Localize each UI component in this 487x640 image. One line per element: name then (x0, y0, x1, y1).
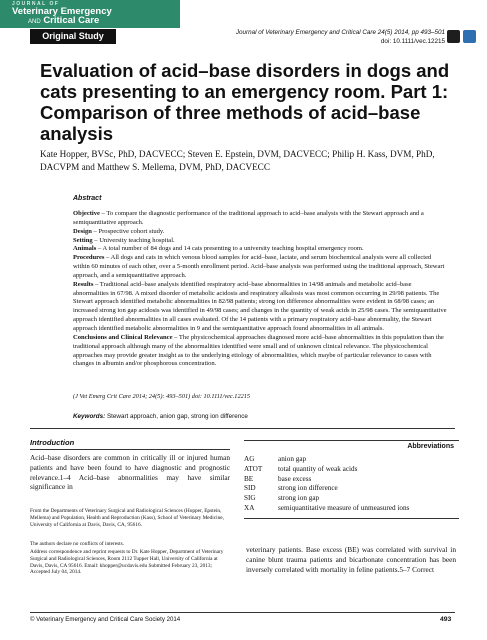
article-title: Evaluation of acid–base disorders in dogs and cats presenting to an emergency room. Part 1: Comparison of three methods of acid–base analysis (40, 60, 450, 144)
journal-logo-and: AND (28, 19, 41, 25)
intro-heading: Introduction (30, 438, 75, 447)
setting-label: Setting (73, 236, 93, 244)
abbreviation-key: SID (244, 484, 256, 493)
abbreviation-key: AG (244, 455, 255, 463)
conclusions-text: – The physicochemical approaches diagnosed more acid–base abnormalities in this population than the traditional approach although many of the abnormalities identified were small and of unknown clinical relevance. The physicochemical approaches may provide greater insight as to the underlying etiology of abnormalities, which maybe of particular relevance to cases with changes in albumin and/or phosphorous concentration. (73, 333, 444, 368)
setting-text: – University teaching hospital. (92, 236, 175, 244)
abbreviation-row (244, 475, 459, 485)
journal-logo-line1: JOURNAL OF (12, 1, 60, 7)
society-logo-icon (447, 30, 460, 43)
procedures-label: Procedures (73, 254, 105, 262)
journal-citation: Journal of Veterinary Emergency and Critical Care 24(5) 2014, pp 493–501 (235, 29, 445, 36)
results-label: Results (73, 280, 94, 288)
objective-text: – To compare the diagnostic performance of the traditional approach to acid–base analysis with the Stewart approach and a semiquantitative approach. (73, 210, 424, 226)
abbreviation-row (244, 504, 459, 514)
abbreviation-row (244, 455, 459, 465)
correspondence: Address correspondence and reprint requests to Dr. Kate Hopper, Department of Veterinary Surgical and Radiological Sciences, Room 2112 Tupper Hall, University of California at Davis, Davis, CA 95616. Email: khopper@ucdavis.edu Submitted February 23, 2013; Accepted July 04, 2014. (30, 549, 224, 576)
journal-logo (0, 0, 180, 28)
abbreviation-row (244, 465, 459, 475)
abstract-body (73, 210, 448, 369)
intro-body: Acid–base disorders are common in critically ill or injured human patients and have been found to have diagnostic and prognostic relevance.1–4 Acid–base abnormalities may have similar significance in (30, 453, 230, 492)
animals-text: – A total number of 84 dogs and 14 cats presenting to a university teaching hospital emergency room. (96, 245, 364, 253)
publisher-logo-icon (463, 30, 476, 43)
section-label: Original Study (30, 29, 116, 44)
abbreviation-row (244, 494, 459, 504)
abbreviation-row (244, 484, 459, 494)
abbreviations-heading: Abbreviations (407, 443, 454, 450)
results-text: – Traditional acid–base analysis identified respiratory acid–base abnormalities in 14/98 animals and metabolic acid–base abnormalities in 67/98. A mixed disorder of metabolic acidosis and respiratory alkalosis was most common occurring in 29/98 patients. The Stewart approach identified metabolic abnormalities in 82/98 patients; strong ion difference abnormalities were evident in 68/98 cases; an increased strong ion gap acidosis was identified in 49/98 cases; and changes in the quantity of weak acids in 25/98 cases. The semiquantitative approach identified abnormalities in all cases evaluated. Of the 14 patients with a primary respiratory acid–base abnormality, the Stewart approach identified metabolic abnormalities in 9 and the semiquantitative approach found abnormalities in all animals. (73, 280, 447, 332)
abbreviation-key: SIG (244, 494, 256, 503)
abbreviation-value: semiquantitative measure of unmeasured ions (278, 503, 410, 512)
abbreviation-value: anion gap (278, 455, 307, 463)
abstract-citation: (J Vet Emerg Crit Care 2014; 24(5): 493–501) doi: 10.1111/vec.12215 (73, 393, 251, 400)
design-label: Design (73, 227, 92, 235)
intro-heading-rule (30, 449, 230, 450)
footer-rule (30, 612, 455, 613)
design-text: – Prospective cohort study. (91, 227, 165, 235)
keywords-text: Stewart approach, anion gap, strong ion difference (105, 413, 248, 420)
abbreviation-value: strong ion difference (278, 484, 338, 493)
conclusions-label: Conclusions and Clinical Relevance (73, 333, 173, 341)
author-affiliation: From the Departments of Veterinary Surgical and Radiological Sciences (Hopper, Epstein, Mellema) and Population, Health and Reproduction (Kass), School of Veterinary Medicine, University of California at Davis, Davis, CA, 95616. (30, 508, 224, 528)
journal-doi: doi: 10.1111/vec.12215 (380, 38, 445, 45)
abbreviations-table (244, 455, 459, 514)
keywords (73, 413, 248, 420)
copyright: © Veterinary Emergency and Critical Care Society 2014 (30, 616, 181, 623)
article-authors: Kate Hopper, BVSc, PhD, DACVECC; Steven E. Epstein, DVM, DACVECC; Philip H. Kass, DVM, PhD, DACVPM and Matthew S. Mellema, DVM, PhD, DACVECC (40, 149, 435, 172)
keywords-label: Keywords: (73, 413, 106, 420)
abstract-divider (30, 428, 455, 429)
animals-label: Animals (73, 245, 97, 253)
procedures-text: – All dogs and cats in which venous blood samples for acid–base, lactate, and serum biochemical analysis were all collected within 60 minutes of each other, over a 5-month enrollment period. Acid–base analysis was performed using the traditional approach, Stewart approach, and a semiquantitative approach. (73, 254, 445, 279)
abbreviation-value: base excess (278, 474, 312, 483)
objective-label: Objective (73, 210, 100, 217)
conflict-statement: The authors declare no conflicts of interests. (30, 541, 124, 547)
abbreviation-value: total quantity of weak acids (278, 464, 358, 473)
journal-logo-critical-care: Critical Care (43, 15, 100, 26)
abstract-heading: Abstract (73, 195, 102, 202)
abbreviations-top-rule (244, 440, 459, 441)
abbreviation-key: BE (244, 474, 254, 483)
abbreviation-value: strong ion gap (278, 494, 320, 503)
right-column-body: veterinary patients. Base excess (BE) was correlated with survival in canine blunt trauma patients and bicarbonate concentration has been inversely correlated with mortality in feline patients.5–7 Correct (246, 545, 456, 574)
journal-logo-line2: Veterinary Emergency (12, 6, 112, 17)
abbreviation-key: XA (244, 503, 255, 512)
publisher-logos (447, 28, 477, 46)
abbreviation-key: ATOT (244, 464, 263, 473)
page-number: 493 (440, 616, 452, 623)
journal-logo-line3 (28, 15, 99, 26)
abbreviations-bottom-rule (244, 518, 459, 519)
